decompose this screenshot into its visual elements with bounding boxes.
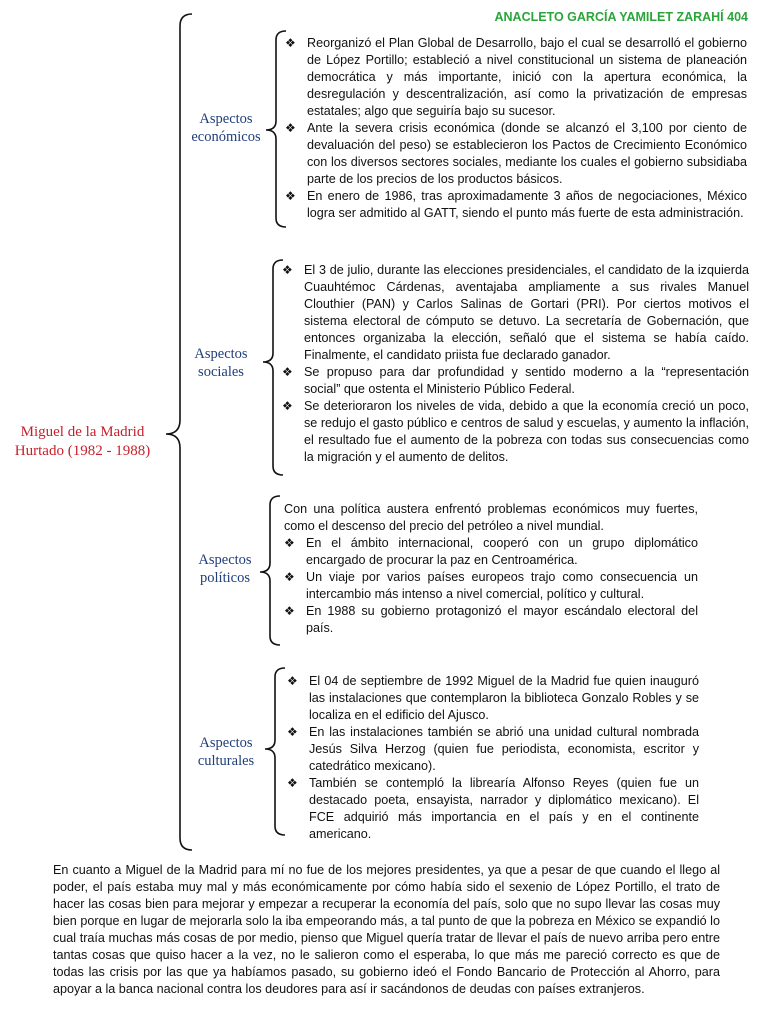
list-item: ❖ Reorganizó el Plan Global de Desarrollo, bajo el cual se desarrolló el gobierno de López Portillo; estableció a nivel constitucional un sistema de planeación democrática y más importante, inició con la apertura económica, la desregulación y descentralización, así como la privatización de empresas estatales; algo que seguiría bajo su sucesor. (285, 36, 747, 118)
list-item: ❖ En enero de 1986, tras aproximadamente 3 años de negociaciones, México logra ser admitido al GATT, siendo el punto más fuerte de esta administración. (285, 189, 747, 220)
list-item: ❖ En 1988 su gobierno protagonizó el mayor escándalo electoral del país. (284, 604, 698, 635)
root-title: Miguel de la Madrid Hurtado (1982 - 1988) (14, 424, 151, 459)
brace-economicos (266, 31, 286, 227)
section-economicos (285, 35, 747, 222)
aspect-label-culturales: Aspectos culturales (197, 735, 255, 769)
diamond-star-bullet-icon: ❖ (282, 399, 293, 413)
list-item: ❖ Se deterioraron los niveles de vida, debido a que la economía creció un poco, se redujo el gasto público e centros de salud y escuelas, y aumento la inflación, el resultado fue el aumento de la pobreza con todas sus consecuencias como la migración y el aumento de delitos. (282, 399, 749, 464)
section-sociales (282, 262, 749, 466)
diamond-star-bullet-icon: ❖ (285, 121, 296, 135)
diamond-star-bullet-icon: ❖ (285, 36, 296, 50)
author-name: ANACLETO GARCÍA YAMILET ZARAHÍ 404 (494, 10, 748, 24)
brace-culturales (265, 668, 285, 835)
list-item: ❖ El 3 de julio, durante las elecciones presidenciales, el candidato de la izquierda Cuauhtémoc Cárdenas, aventajaba ampliamente a sus rivales Manuel Clouthier (PAN) y Carlos Salinas de Gortari (PRI). Por ciertos motivos el sistema electoral de cómputo se detuvo. La secretaría de Gobernación, que entonces organizaba la elección, señaló que el sistema se había caído. Finalmente, el candidato priista fue declarado ganador. (282, 263, 749, 362)
list-item: ❖ El 04 de septiembre de 1992 Miguel de la Madrid fue quien inauguró las instalaciones que contemplaron la biblioteca Gonzalo Robles y se localiza en el edificio del Ajusco. (287, 674, 699, 722)
aspect-label-sociales: Aspectos sociales (194, 346, 248, 380)
list-item: ❖ También se contempló la librearía Alfonso Reyes (quien fue un destacado poeta, ensayista, narrador y diplomático mexicano). El FCE adquirió más importancia en el país y en el continente americano. (287, 776, 699, 841)
list-item: ❖ Ante la severa crisis económica (donde se alcanzó el 3,100 por ciento de devaluación del peso) se establecieron los Pactos de Crecimiento Económico con los diversos sectores sociales, mediante los cuales el gobierno subsidiaba parte de los precios de los productos básicos. (285, 121, 747, 186)
conclusion-paragraph: En cuanto a Miguel de la Madrid para mí no fue de los mejores presidentes, ya que a pesar de que cuando el llego al poder, el país estaba muy mal y más económicamente por cómo había sido el sexenio de López Portillo, el trato de hacer las cosas bien para mejorar y empezar a recuperar la economía del país, solo que no supo llevar las cosas muy bien porque en lugar de mejorarla solo la iba empeorando más, a tal punto de que la pobreza en México se expandió lo cual traía muchas más cosas de por medio, pienso que Miguel quería tratar de llevar el país de nuevo arriba pero entre tantas cosas que quiso hacer a la vez, no le salieron como el esperaba, lo que más me pareció correcto es que de todas las crisis por las que ya habíamos pasado, su gobierno ideó el Fondo Bancario de Protección al Ahorro, para apoyar a la banca nacional contra los deudores para así ir sacándonos de deudas con países extranjeros. (53, 863, 720, 996)
diamond-star-bullet-icon: ❖ (285, 189, 296, 203)
diamond-star-bullet-icon: ❖ (282, 365, 293, 379)
section-intro: Con una política austera enfrentó problemas económicos muy fuertes, como el descenso del precio del petróleo a nivel mundial. (284, 502, 698, 533)
brace-sociales (263, 260, 283, 475)
section-politicos (284, 501, 698, 637)
list-item: ❖ Se propuso para dar profundidad y sentido moderno a la “representación social” que ostenta el Ministerio Público Federal. (282, 365, 749, 396)
list-item: ❖ Un viaje por varios países europeos trajo como consecuencia un intercambio más intenso a nivel comercial, político y cultural. (284, 570, 698, 601)
aspect-label-politicos: Aspectos políticos (198, 552, 252, 586)
section-culturales (287, 673, 699, 843)
list-item: ❖ En el ámbito internacional, cooperó con un grupo diplomático encargado de procurar la paz en Centroamérica. (284, 536, 698, 567)
diamond-star-bullet-icon: ❖ (282, 263, 293, 277)
diamond-star-bullet-icon: ❖ (284, 536, 295, 550)
aspect-label-economicos: Aspectos económicos (191, 111, 261, 145)
diamond-star-bullet-icon: ❖ (284, 570, 295, 584)
diamond-star-bullet-icon: ❖ (287, 776, 298, 790)
list-item: ❖ En las instalaciones también se abrió una unidad cultural nombrada Jesús Silva Herzog (quien fue periodista, economista, escritor y catedrático mexicano). (287, 725, 699, 773)
diamond-star-bullet-icon: ❖ (284, 604, 295, 618)
diamond-star-bullet-icon: ❖ (287, 725, 298, 739)
diamond-star-bullet-icon: ❖ (287, 674, 298, 688)
